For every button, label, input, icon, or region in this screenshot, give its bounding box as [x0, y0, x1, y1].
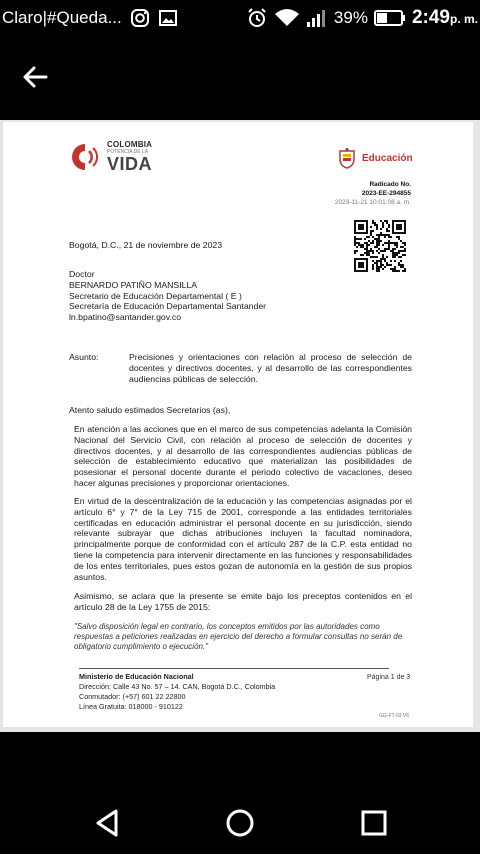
nav-recents-icon[interactable]	[357, 806, 391, 840]
subject-label: Asunto:	[69, 352, 99, 362]
document-page	[3, 122, 473, 727]
form-code: GG-FT-03 V6	[379, 713, 410, 719]
radicado-block	[335, 180, 411, 207]
wifi-icon	[274, 7, 300, 29]
navigation-bar	[0, 790, 480, 854]
nav-back-icon[interactable]	[90, 806, 124, 840]
legal-quote: "Salvo disposición legal en contrario, los conceptos emitidos por las autoridades como respuestas a peticiones realizadas en ejercicio del derecho a formular consultas no serán de obligatorio cumplimiento o ejecución."	[74, 622, 403, 651]
recipient-block	[69, 269, 266, 323]
ministry-brand	[337, 147, 413, 169]
colombia-logo-icon	[69, 142, 101, 172]
subject-text: Precisiones y orientaciones con relación al proceso de selección de docentes y directivos docentes, y al desarrollo de las correspondientes audiencias públicas de selección.	[129, 352, 412, 384]
footer-phone: Conmutador: (+57) 601 22 22800	[79, 692, 186, 701]
instagram-icon	[130, 8, 150, 28]
image-icon	[158, 8, 178, 28]
greeting: Atento saludo estimados Secretarios (as),	[69, 405, 231, 415]
footer-free-line: Línea Gratuita: 018000 - 910122	[79, 702, 183, 711]
radicado-number: 2023-EE-294855	[361, 190, 411, 197]
carrier-name: Claro|#Queda...	[2, 8, 122, 27]
colombia-vida-logo	[69, 141, 152, 173]
recipient-name: BERNARDO PATIÑO MANSILLA	[69, 279, 198, 290]
recipient-position: Secretario de Educación Departamental ( E )	[69, 290, 242, 301]
battery-icon	[374, 9, 406, 27]
paragraph-1: En atención a las acciones que en el marco de sus competencias adelanta la Comisión Nacional del Servicio Civil, con relación al proceso de selección de docentes y directivos docentes, y al desarrollo de las correspondientes audiencias públicas de selección de establecimiento educativo que materializan las posibilidades de posesionar el personal docente durante el periodo colectivo de vacaciones, deseo hacer algunas precisiones y proporcionar orientaciones.	[74, 424, 412, 488]
footer-divider	[79, 668, 389, 669]
paragraph-3: Asimismo, se aclara que la presente se emite bajo los preceptos contenidos en el artículo 28 de la Ley 1755 de 2015:	[74, 591, 412, 612]
logo-line-2: POTENCIA DE LA	[107, 149, 149, 155]
recipient-office: Secretaría de Educación Departamental Santander	[69, 301, 267, 312]
nav-home-icon[interactable]	[223, 806, 257, 840]
page-indicator: Página 1 de 3	[367, 674, 411, 681]
back-arrow-icon[interactable]	[20, 62, 50, 92]
app-bar	[0, 36, 480, 120]
battery-percent: 39%	[333, 8, 368, 27]
clock-time: 2:49	[411, 7, 450, 28]
status-bar	[0, 0, 480, 36]
logo-line-3: VIDA	[107, 154, 153, 174]
footer-ministry: Ministerio de Educación Nacional	[79, 672, 194, 681]
document-footer	[79, 672, 275, 712]
clock-suffix: p. m.	[449, 12, 478, 26]
recipient-title: Doctor	[69, 269, 95, 279]
alarm-icon	[246, 7, 268, 29]
recipient-email: ln.bpatino@santander.gov.co	[69, 312, 182, 323]
paragraph-2: En virtud de la descentralización de la educación y las competencias asignadas por el artículo 6° y 7° de la Ley 715 de 2001, corresponde a las entidades territoriales certificadas en educación administrar el personal docente en su jurisdicción, siendo relevante subrayar que dichas atribuciones incluyen la facultad nominadora, principalmente porque de conformidad con el artículo 287 de la C.P. esta entidad no tiene la competencia para intervenir directamente en las funciones y responsabilidades de los entes territoriales, pues estos gozan de autonomía en la gestión de sus propios asuntos.	[74, 496, 412, 582]
qr-code	[354, 220, 406, 272]
logo-line-1: COLOMBIA	[107, 140, 153, 149]
radicado-datetime: 2023-11-21 10:01:08 a. m.	[334, 199, 411, 206]
date-line: Bogotá, D.C., 21 de noviembre de 2023	[69, 240, 223, 250]
ministry-brand-label: Educación	[362, 152, 413, 164]
footer-address: Dirección: Calle 43 No. 57 – 14. CAN, Bogotá D.C., Colombia	[79, 682, 276, 691]
document-viewer[interactable]	[0, 120, 480, 732]
radicado-label: Radicado No.	[369, 181, 411, 188]
coat-of-arms-icon	[337, 147, 357, 169]
signal-icon	[306, 8, 328, 28]
clock	[412, 7, 478, 29]
